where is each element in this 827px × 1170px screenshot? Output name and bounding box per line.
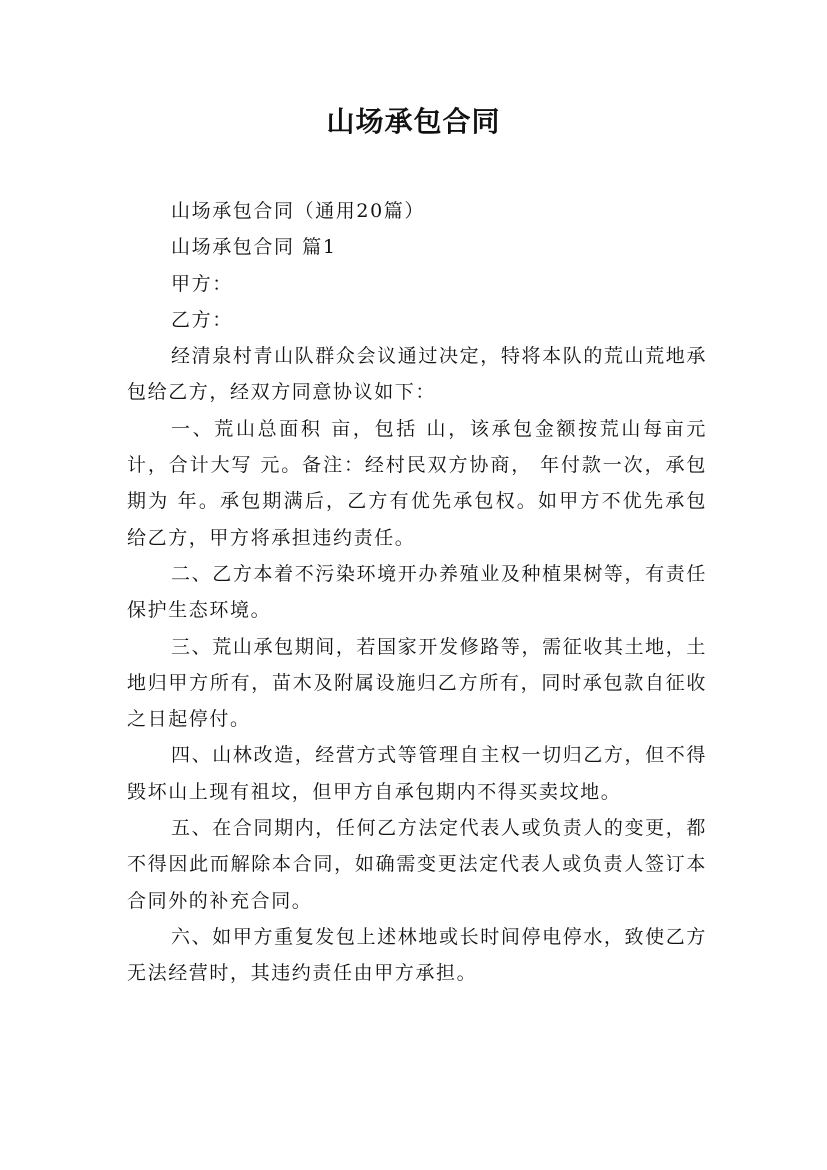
clause-1: 一、荒山总面积 亩，包括 山，该承包金额按荒山每亩元计，合计大写 元。备注：经村民双方协商， 年付款一次，承包期为 年。承包期满后，乙方有优先承包权。如甲方不优先承包给乙方，甲方将承担违约责任。 <box>127 417 707 549</box>
clause-2: 二、乙方本着不污染环境开办养殖业及种植果树等，有责任保护生态环境。 <box>127 562 707 622</box>
clause-5: 五、在合同期内，任何乙方法定代表人或负责人的变更，都不得因此而解除本合同，如确需变更法定代表人或负责人签订本合同外的补充合同。 <box>127 817 707 912</box>
document-body <box>127 193 707 992</box>
clause-4: 四、山林改造，经营方式等管理自主权一切归乙方，但不得毁坏山上现有祖坟，但甲方自承包期内不得买卖坟地。 <box>127 744 707 803</box>
party-b-line: 乙方： <box>171 308 233 331</box>
section-heading: 山场承包合同 篇1 <box>171 236 337 259</box>
party-a-line: 甲方： <box>171 272 233 295</box>
clause-6: 六、如甲方重复发包上述林地或长时间停电停水，致使乙方无法经营时，其违约责任由甲方承担。 <box>127 925 707 985</box>
document-subtitle: 山场承包合同（通用20篇） <box>171 200 425 222</box>
document-title: 山场承包合同 <box>326 105 501 138</box>
clause-3: 三、荒山承包期间，若国家开发修路等，需征收其土地，土地归甲方所有，苗木及附属设施归乙方所有，同时承包款自征收之日起停付。 <box>127 635 707 731</box>
intro-paragraph: 经清泉村青山队群众会议通过决定，特将本队的荒山荒地承包给乙方，经双方同意协议如下： <box>127 345 707 404</box>
